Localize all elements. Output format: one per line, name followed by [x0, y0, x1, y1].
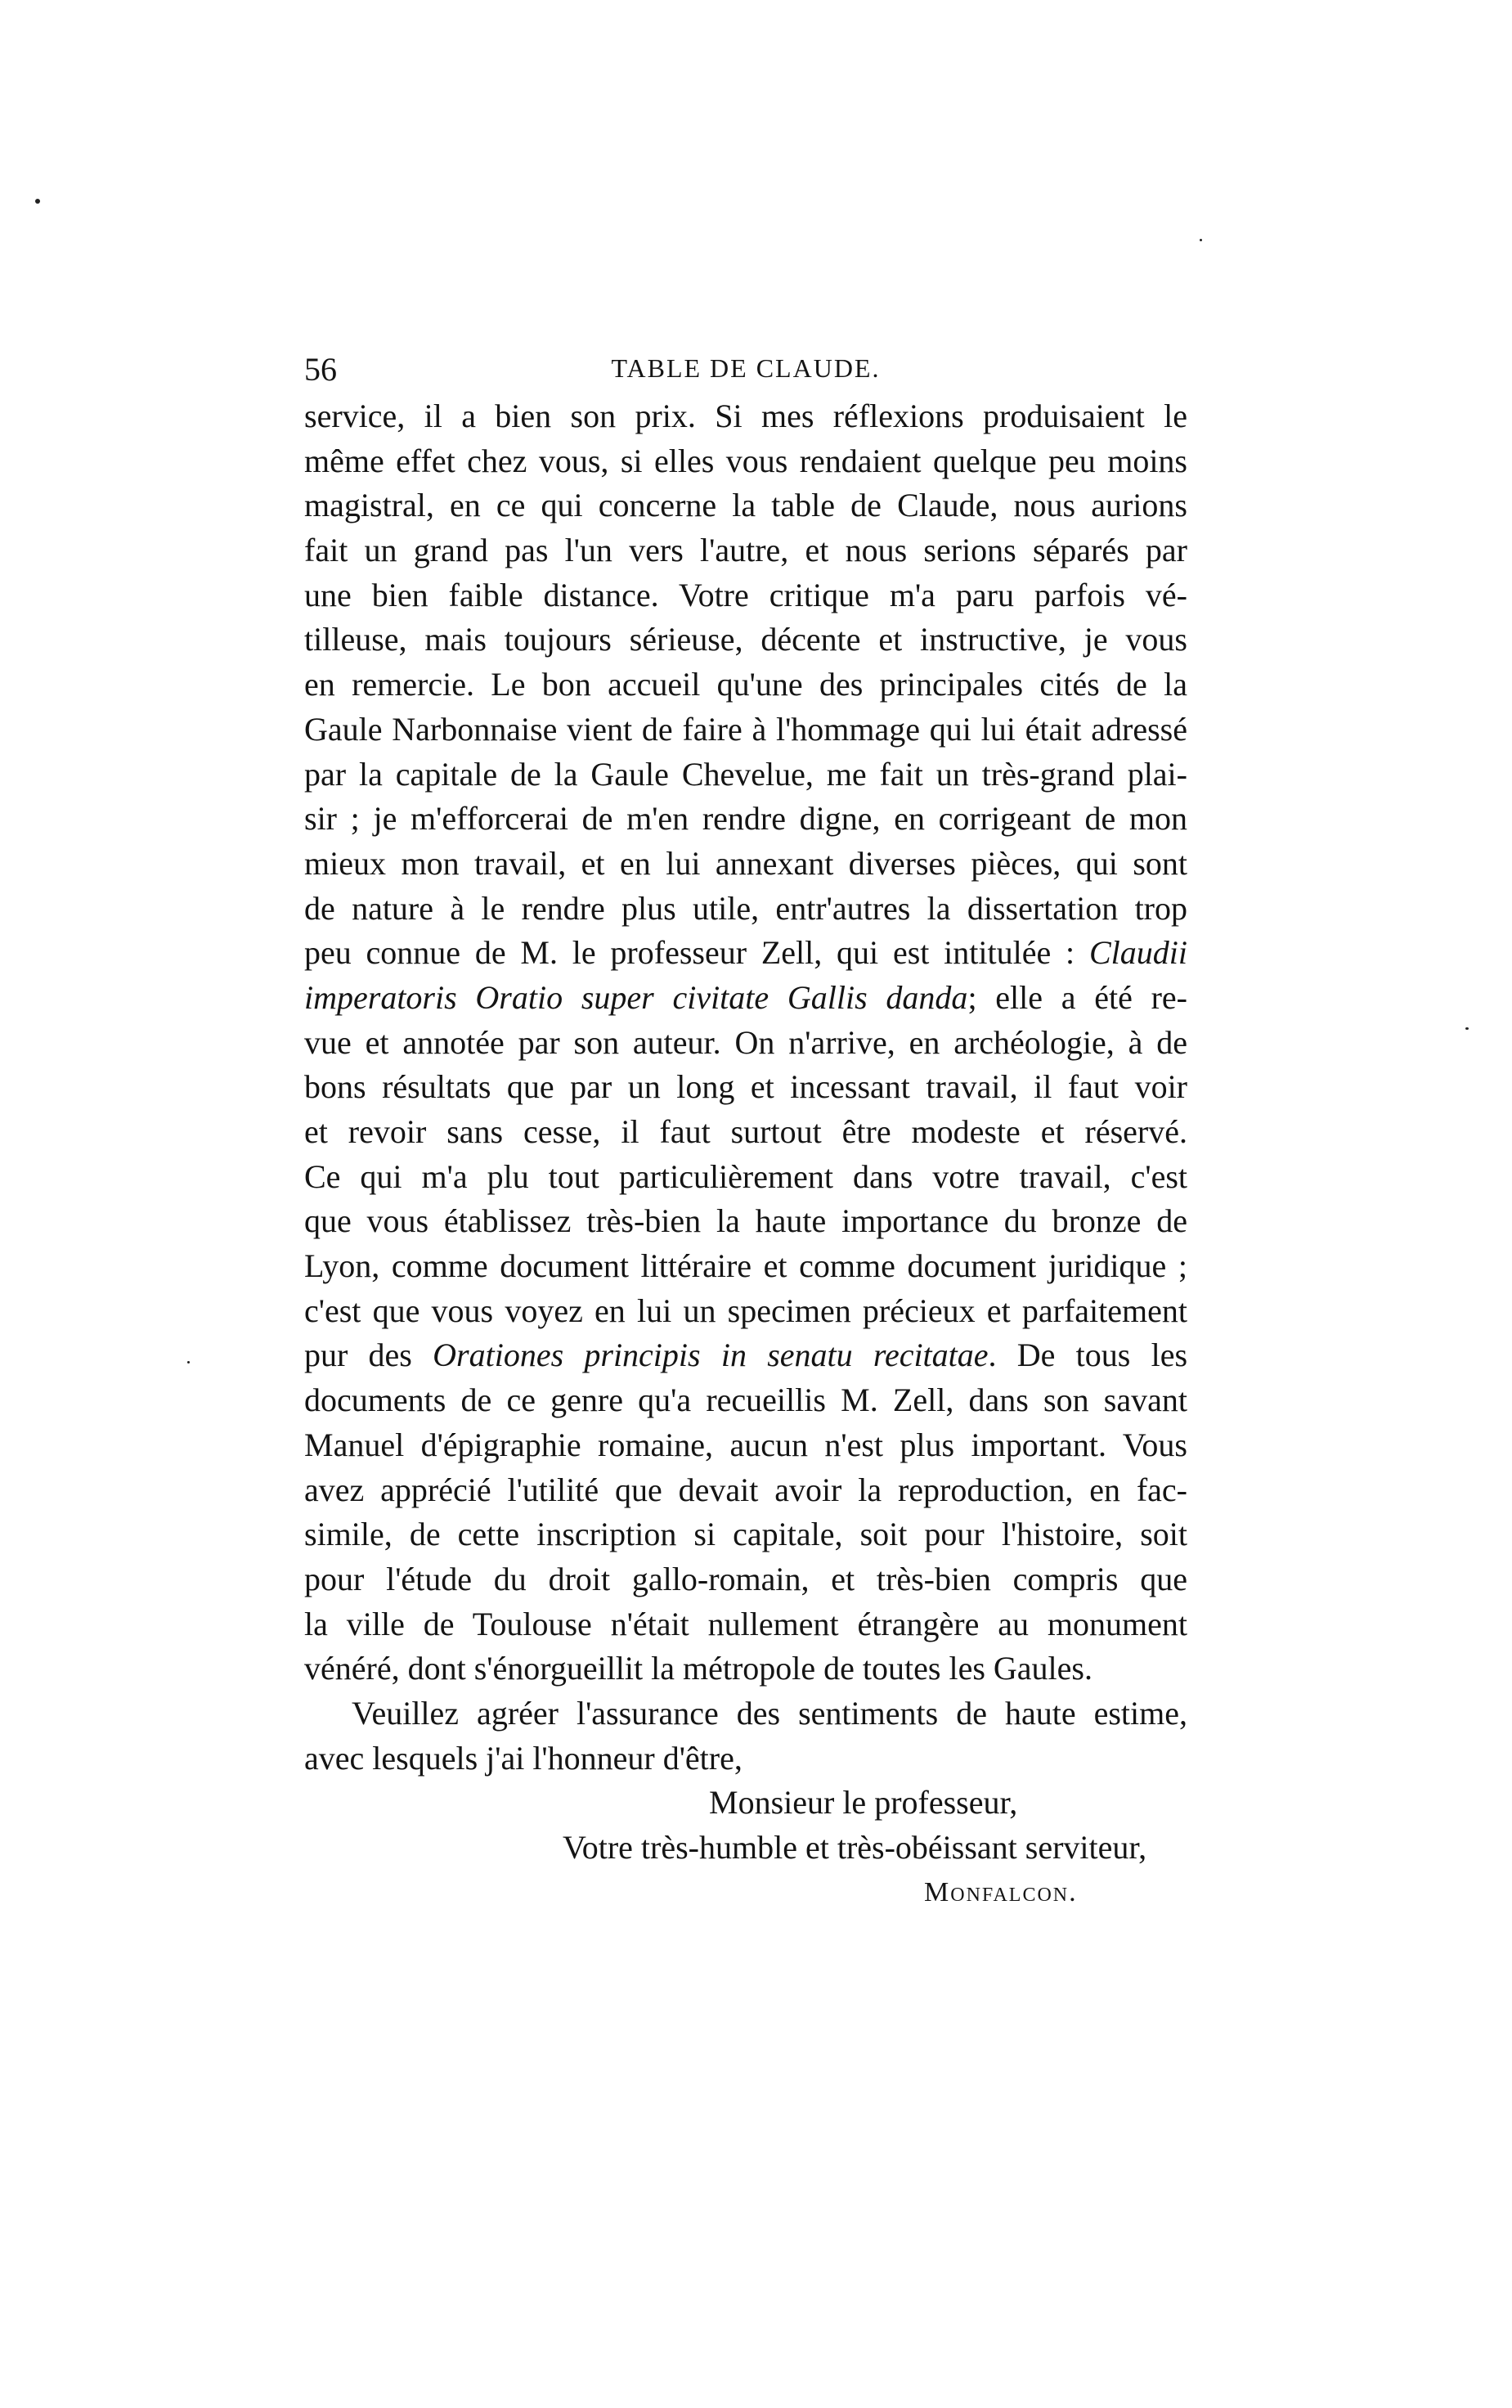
text-line: avez apprécié l'utilité que devait avoir la reproduction, en fac-	[304, 1471, 1187, 1508]
text-line: Lyon, comme document littéraire et comme document juridique ;	[304, 1247, 1187, 1285]
text-line: et revoir sans cesse, il faut surtout être modeste et réservé.	[304, 1113, 1187, 1150]
letter-body	[304, 394, 1187, 1915]
text-segment: ; elle a été re-	[967, 978, 1187, 1016]
text-segment: pur des	[304, 1337, 412, 1374]
text-line: la ville de Toulouse n'était nullement étrangère au monument	[304, 1605, 1187, 1642]
text-line: fait un grand pas l'un vers l'autre, et nous serions séparés par	[304, 532, 1187, 569]
scan-speck	[187, 1361, 190, 1363]
text-segment: peu connue de M. le professeur Zell, qui est intitulée :	[304, 934, 1075, 972]
text-segment: . De tous les	[988, 1337, 1188, 1374]
text-line: mieux mon travail, et en lui annexant diverses pièces, qui sont	[304, 844, 1187, 882]
text-line: bons résultats que par un long et incessant travail, il faut voir	[304, 1068, 1187, 1106]
scan-speck	[1200, 239, 1202, 241]
italic-title-segment: Orationes principis in senatu recitatae	[433, 1337, 989, 1374]
text-line: Ce qui m'a plu tout particulièrement dans votre travail, c'est	[304, 1157, 1187, 1195]
text-line: Veuillez agréer l'assurance des sentiments de haute estime,	[352, 1694, 1187, 1732]
text-line: vénéré, dont s'énorgueillit la métropole de toutes les Gaules.	[304, 1650, 1092, 1687]
text-line: sir ; je m'efforcerai de m'en rendre digne, en corrigeant de mon	[304, 800, 1187, 838]
text-line: que vous établissez très-bien la haute importance du bronze de	[304, 1202, 1187, 1240]
text-line: Gaule Narbonnaise vient de faire à l'hommage qui lui était adressé	[304, 710, 1187, 748]
page-number: 56	[304, 351, 337, 388]
text-line: par la capitale de la Gaule Chevelue, me fait un très-grand plai-	[304, 755, 1187, 793]
text-line: simile, de cette inscription si capitale, soit pour l'histoire, soit	[304, 1516, 1187, 1553]
text-line-with-italic	[304, 1333, 1187, 1378]
text-line: en remercie. Le bon accueil qu'une des principales cités de la	[304, 666, 1187, 703]
text-line: même effet chez vous, si elles vous rendaient quelque peu moins	[304, 442, 1187, 479]
text-line: c'est que vous voyez en lui un specimen précieux et parfaitement	[304, 1292, 1187, 1329]
text-line: tilleuse, mais toujours sérieuse, décente et instructive, je vous	[304, 621, 1187, 658]
text-line-with-italic	[304, 976, 1187, 1021]
text-line: Manuel d'épigraphie romaine, aucun n'est plus important. Vous	[304, 1426, 1187, 1463]
closing-salutation: Monsieur le professeur,	[709, 1784, 1018, 1822]
text-line: une bien faible distance. Votre critique m'a paru parfois vé-	[304, 576, 1187, 613]
text-line: vue et annotée par son auteur. On n'arrive, en archéologie, à de	[304, 1023, 1187, 1061]
italic-title-segment: Claudii	[1088, 934, 1187, 972]
running-title: TABLE DE CLAUDE.	[611, 353, 881, 383]
text-line: documents de ce genre qu'a recueillis M. Zell, dans son savant	[304, 1381, 1187, 1419]
page-header	[304, 350, 1187, 396]
text-line: magistral, en ce qui concerne la table de Claude, nous aurions	[304, 487, 1187, 524]
text-line: service, il a bien son prix. Si mes réflexions produisaient le	[304, 398, 1187, 434]
scan-speck	[1465, 1027, 1469, 1030]
text-line-with-italic	[304, 931, 1187, 976]
text-line: de nature à le rendre plus utile, entr'autres la dissertation trop	[304, 889, 1187, 927]
closing-formula: Votre très-humble et très-obéissant serviteur,	[563, 1829, 1147, 1866]
text-line: pour l'étude du droit gallo-romain, et très-bien compris que	[304, 1560, 1187, 1597]
italic-title-segment: imperatoris Oratio super civitate Gallis danda	[304, 978, 968, 1016]
text-line: avec lesquels j'ai l'honneur d'être,	[304, 1739, 743, 1777]
scan-speck	[35, 199, 40, 204]
signature: Monfalcon.	[924, 1876, 1078, 1907]
